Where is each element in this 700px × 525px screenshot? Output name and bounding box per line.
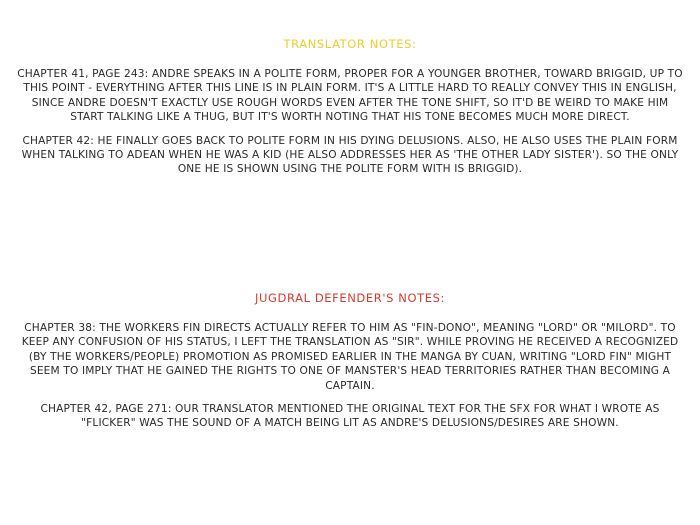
defender-note-chapter-38: CHAPTER 38: THE WORKERS FIN DIRECTS ACTUALLY REFER TO HIM AS "FIN-DONO", MEANING "LORD" OR "MILORD". TO KEEP ANY CONFUSION OF HIS STATUS, I LEFT THE TRANSLATION AS "SIR". WHILE PROVING HE RECEIVED A RECOGNIZED (BY THE WORKERS/PEOPLE) PROMOTION AS PROMISED EARLIER IN THE MANGA BY CUAN, WRITING "LORD FIN" MIGHT SEEM TO IMPLY THAT HE GAINED THE RIGHTS TO ONE OF MANSTER'S HEAD TERRITORIES RATHER THAN BECOMING A CAPTAIN. [21, 322, 679, 392]
translator-notes-section [14, 37, 686, 186]
translator-note-chapter-41: CHAPTER 41, PAGE 243: ANDRE SPEAKS IN A POLITE FORM, PROPER FOR A YOUNGER BROTHER, TOWARD BRIGGID, UP TO THIS POINT - EVERYTHING AFTER THIS LINE IS IN PLAIN FORM. IT'S A LITTLE HARD TO REALLY CONVEY THIS IN ENGLISH, SINCE ANDRE DOESN'T EXACTLY USE ROUGH WORDS EVEN AFTER THE TONE SHIFT, SO IT'D BE WEIRD TO MAKE HIM START TALKING LIKE A THUG, BUT IT'S WORTH NOTING THAT HIS TONE BECOMES MUCH MORE DIRECT. [17, 68, 683, 124]
translator-notes-heading: TRANSLATOR NOTES: [283, 37, 417, 51]
defender-notes-heading: JUGDRAL DEFENDER'S NOTES: [255, 291, 445, 305]
translator-note-chapter-42: CHAPTER 42: HE FINALLY GOES BACK TO POLITE FORM IN HIS DYING DELUSIONS. ALSO, HE ALSO USES THE PLAIN FORM WHEN TALKING TO ADEAN WHEN HE WAS A KID (HE ALSO ADDRESSES HER AS 'THE OTHER LADY SISTER'). SO THE ONLY ONE HE IS SHOWN USING THE POLITE FORM WITH IS BRIGGID). [21, 134, 679, 176]
defender-note-chapter-42: CHAPTER 42, PAGE 271: OUR TRANSLATOR MENTIONED THE ORIGINAL TEXT FOR THE SFX FOR WHAT I WROTE AS "FLICKER" WAS THE SOUND OF A MATCH BEING LIT AS ANDRE'S DELUSIONS/DESIRES ARE SHOWN. [40, 403, 660, 430]
defender-notes-section [14, 291, 686, 440]
